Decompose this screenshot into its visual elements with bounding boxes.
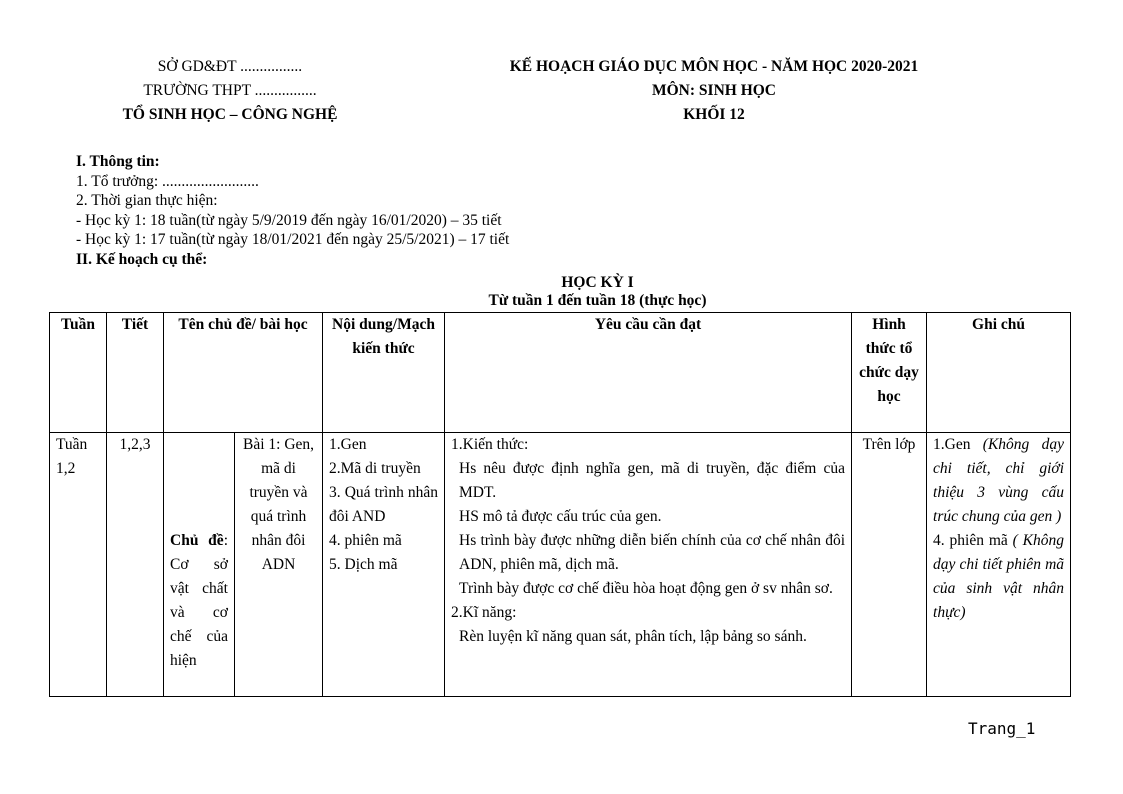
note1-italic: (Không dạy chi tiết, chỉ giới thiệu 3 vùng cấu trúc chung của gen ) bbox=[933, 436, 1065, 525]
period-value: 1,2,3 bbox=[119, 436, 151, 453]
semester-range: Từ tuần 1 đến tuần 18 (thực học) bbox=[488, 292, 707, 309]
semester-heading bbox=[49, 274, 1123, 310]
req-knowledge-heading: 1.Kiến thức: bbox=[451, 436, 529, 453]
cell-note bbox=[927, 433, 1071, 697]
group-line: TỔ SINH HỌC – CÔNG NGHỆ bbox=[122, 106, 338, 123]
content-item: 1.Gen bbox=[329, 436, 367, 453]
col-header-note: Ghi chú bbox=[927, 313, 1071, 433]
dept-line: SỞ GD&ĐT ................ bbox=[157, 58, 303, 75]
content-item: 5. Dịch mã bbox=[329, 556, 398, 573]
plan-table bbox=[49, 312, 1071, 697]
term2-line: - Học kỳ 1: 17 tuần(từ ngày 18/01/2021 đến ngày 25/5/2021) – 17 tiết bbox=[76, 231, 510, 248]
topic-rest: : Cơ sở vật chất và cơ chế của hiện bbox=[170, 532, 228, 669]
info-section bbox=[76, 152, 509, 269]
req-item: HS mô tả được cấu trúc của gen. bbox=[459, 508, 662, 525]
cell-week bbox=[50, 433, 107, 697]
cell-period bbox=[107, 433, 164, 697]
header-right bbox=[440, 55, 988, 127]
req-item: Trình bày được cơ chế điều hòa hoạt động gen ở sv nhân sơ. bbox=[459, 580, 833, 597]
subject-line: MÔN: SINH HỌC bbox=[652, 82, 776, 99]
week-value: Tuần 1,2 bbox=[56, 436, 88, 477]
cell-form bbox=[852, 433, 927, 697]
leader-line: 1. Tổ trưởng: ......................... bbox=[76, 172, 259, 190]
grade-line: KHỐI 12 bbox=[683, 106, 745, 123]
col-header-content: Nội dung/Mạch kiến thức bbox=[323, 313, 445, 433]
req-item: Hs nêu được định nghĩa gen, mã di truyền, đặc điểm của MDT. bbox=[459, 460, 846, 501]
term1-line: - Học kỳ 1: 18 tuần(từ ngày 5/9/2019 đến ngày 16/01/2020) – 35 tiết bbox=[76, 211, 502, 229]
lesson-value: Bài 1: Gen, mã di truyền và quá trình nhân đôi ADN bbox=[242, 436, 315, 573]
content-item: 4. phiên mã bbox=[329, 532, 402, 549]
time-line: 2. Thời gian thực hiện: bbox=[76, 192, 218, 209]
col-header-week: Tuần bbox=[50, 313, 107, 433]
info-heading: I. Thông tin: bbox=[76, 153, 160, 170]
cell-topic bbox=[164, 433, 235, 697]
note2-italic: ( Không dạy chi tiết phiên mã của sinh vật nhân thực) bbox=[933, 532, 1065, 621]
cell-content bbox=[323, 433, 445, 697]
table-row bbox=[50, 433, 1071, 697]
page-number: Trang_1 bbox=[968, 719, 1036, 738]
col-header-topic: Tên chủ đề/ bài học bbox=[164, 313, 323, 433]
form-value: Trên lớp bbox=[862, 436, 916, 453]
col-header-form: Hình thức tổ chức dạy học bbox=[852, 313, 927, 433]
cell-requirements bbox=[445, 433, 852, 697]
content-item: 3. Quá trình nhân đôi AND bbox=[329, 484, 439, 525]
cell-lesson bbox=[235, 433, 323, 697]
req-item: Hs trình bày được những diễn biến chính của cơ chế nhân đôi ADN, phiên mã, dịch mã. bbox=[459, 532, 846, 573]
topic-bold: Chủ đề bbox=[170, 532, 224, 549]
semester-title: HỌC KỲ I bbox=[561, 274, 634, 291]
document-title: KẾ HOẠCH GIÁO DỤC MÔN HỌC - NĂM HỌC 2020-2021 bbox=[509, 58, 919, 75]
note1-lead: 1.Gen bbox=[933, 436, 971, 453]
header-left bbox=[60, 55, 400, 127]
table-header-row bbox=[50, 313, 1071, 433]
col-header-period: Tiết bbox=[107, 313, 164, 433]
req-skill-heading: 2.Kĩ năng: bbox=[451, 604, 517, 621]
plan-heading: II. Kế hoạch cụ thể: bbox=[76, 250, 208, 268]
col-header-requirements: Yêu cầu cần đạt bbox=[445, 313, 852, 433]
note2-lead: 4. phiên mã bbox=[933, 532, 1008, 549]
req-skill-item: Rèn luyện kĩ năng quan sát, phân tích, lập bảng so sánh. bbox=[459, 628, 807, 645]
school-line: TRƯỜNG THPT ................ bbox=[143, 82, 317, 99]
content-item: 2.Mã di truyền bbox=[329, 460, 421, 477]
